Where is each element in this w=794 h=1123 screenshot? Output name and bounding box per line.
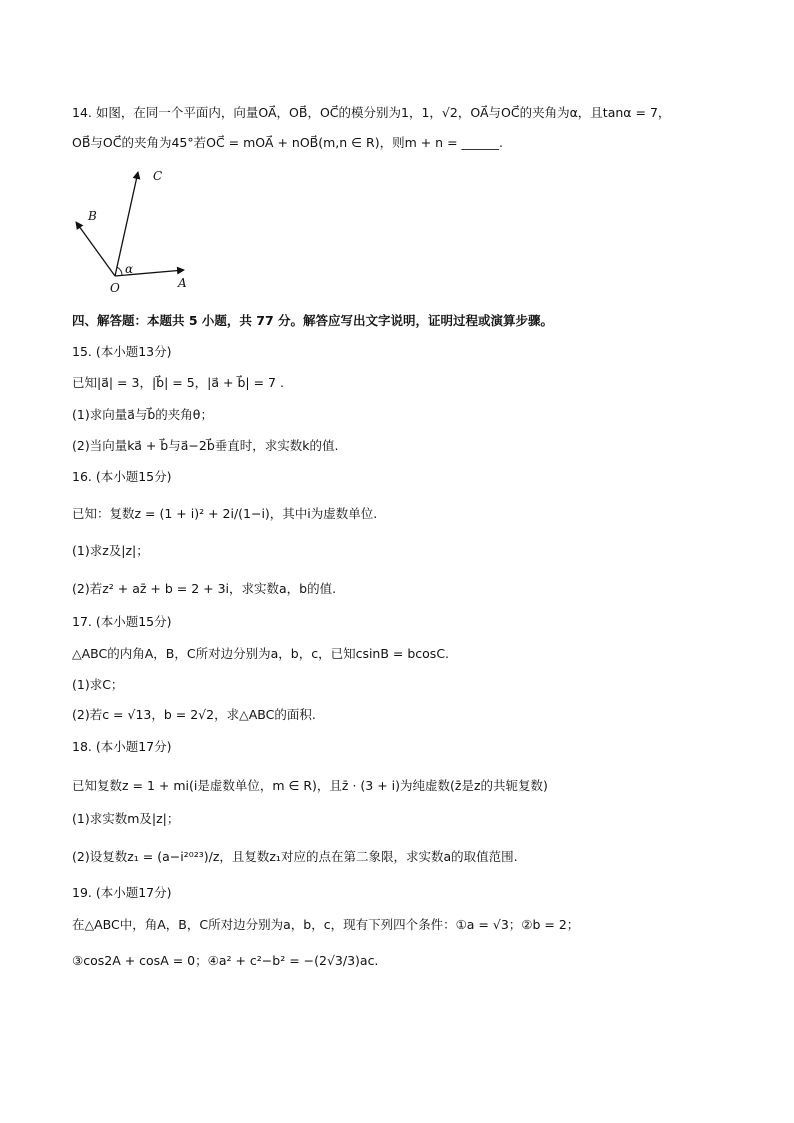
q18-part2: (2)设复数z₁ = (a−i²⁰²³)/z，且复数z₁对应的点在第二象限，求实数a的取值范围. xyxy=(72,849,518,864)
vector-oc xyxy=(115,172,138,276)
q19-header: 19. (本小题17分) xyxy=(72,885,172,900)
q17-given: △ABC的内角A，B，C所对边分别为a，b，c，已知csinB = bcosC. xyxy=(72,646,450,661)
angle-alpha-arc xyxy=(117,267,122,275)
q17-part2: (2)若c = √13，b = 2√2，求△ABC的面积. xyxy=(72,707,316,722)
label-o: O xyxy=(110,281,120,295)
q18-part1: (1)求实数m及|z|； xyxy=(72,811,180,826)
q19-given: 在△ABC中，角A，B，C所对边分别为a，b，c，现有下列四个条件：①a = √3；②b = 2； xyxy=(72,917,580,932)
vector-ob xyxy=(76,222,115,276)
q15-given: 已知|a⃗| = 3，|b⃗| = 5，|a⃗ + b⃗| = 7 . xyxy=(72,375,284,390)
q18-header: 18. (本小题17分) xyxy=(72,739,172,754)
q14-line2: OB⃗与OC⃗的夹角为45°若OC⃗ = mOA⃗ + nOB⃗(m,n ∈ R)，则m + n = ______. xyxy=(72,135,503,150)
q16-part2: (2)若z² + az̄ + b = 2 + 3i，求实数a，b的值. xyxy=(72,581,337,596)
q17-part1: (1)求C； xyxy=(72,677,124,692)
q16-given: 已知：复数z = (1 + i)² + 2i/(1−i)，其中i为虚数单位. xyxy=(72,506,378,521)
q15-header: 15. (本小题13分) xyxy=(72,344,172,359)
q17-header: 17. (本小题15分) xyxy=(72,614,172,629)
label-alpha: α xyxy=(125,262,134,276)
q18-given: 已知复数z = 1 + mi(i是虚数单位，m ∈ R)，且z̄ · (3 + i)为纯虚数(z̄是z的共轭复数) xyxy=(72,778,548,793)
section-4-title: 四、解答题：本题共 5 小题，共 77 分。解答应写出文字说明，证明过程或演算步骤。 xyxy=(72,313,554,328)
q16-part1: (1)求z及|z|； xyxy=(72,543,149,558)
label-a: A xyxy=(178,276,187,290)
q19-conditions: ③cos2A + cosA = 0；④a² + c²−b² = −(2√3/3)ac. xyxy=(72,953,379,968)
q16-header: 16. (本小题15分) xyxy=(72,469,172,484)
vector-diagram xyxy=(70,166,210,298)
label-b: B xyxy=(88,209,97,223)
q15-part2: (2)当向量ka⃗ + b⃗与a⃗−2b⃗垂直时，求实数k的值. xyxy=(72,438,339,453)
q15-part1: (1)求向量a⃗与b⃗的夹角θ； xyxy=(72,407,213,422)
label-c: C xyxy=(153,169,163,183)
q14-line1: 14. 如图，在同一个平面内，向量OA⃗，OB⃗，OC⃗的模分别为1，1，√2，OA⃗与OC⃗的夹角为α，且tanα = 7， xyxy=(72,105,671,120)
